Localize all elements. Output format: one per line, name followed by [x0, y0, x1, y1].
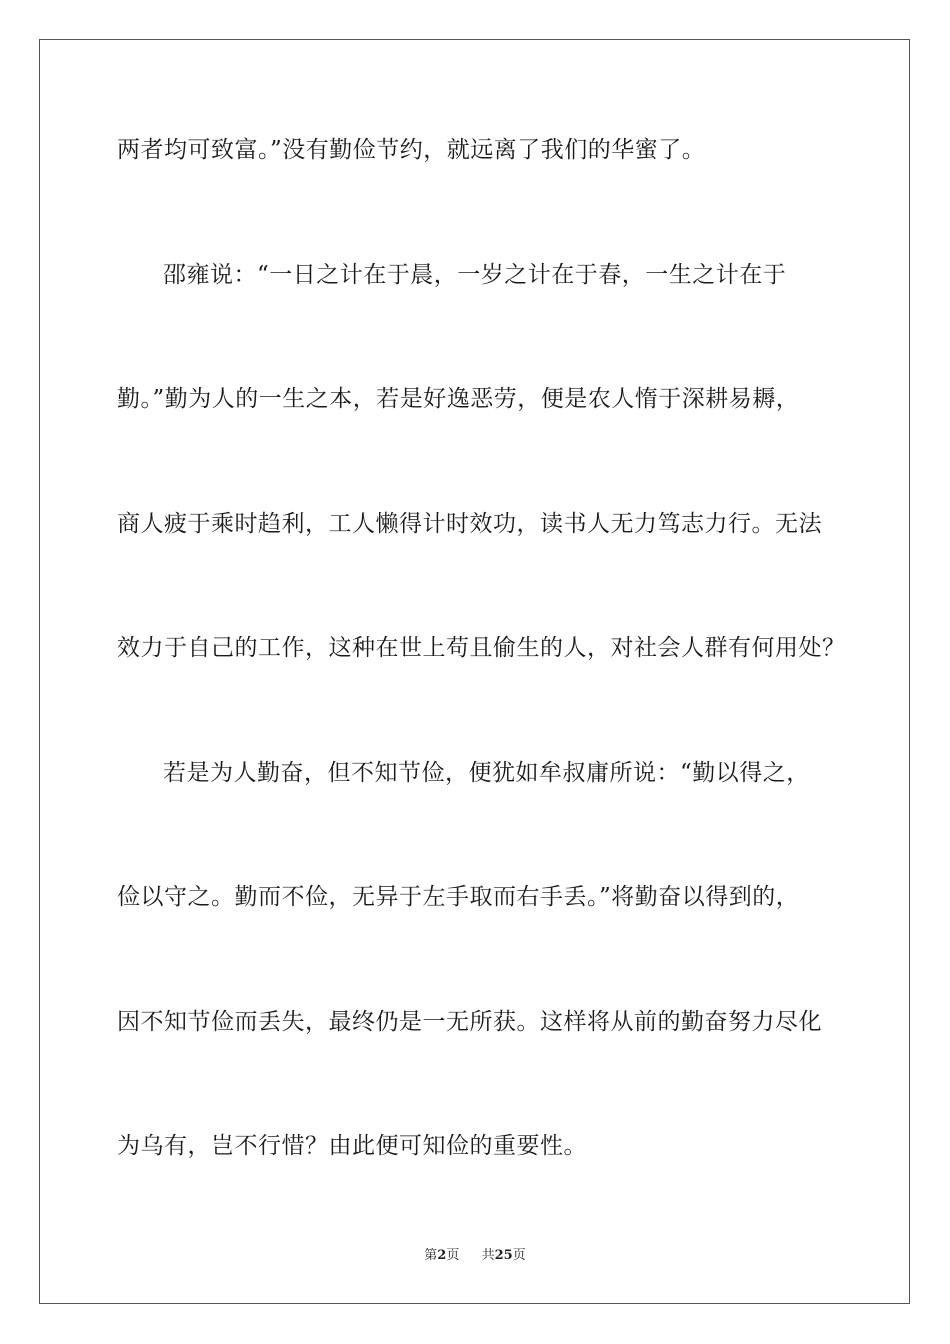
body-line-8: 因不知节俭而丢失，最终仍是一无所获。这样将从前的勤奋努力尽化: [117, 1009, 822, 1035]
body-line-9: 为乌有，岂不行惜？由此便可知俭的重要性。: [117, 1133, 587, 1159]
page-frame: [39, 39, 910, 1304]
total-suffix: 页: [512, 1248, 526, 1263]
page-suffix: 页: [446, 1248, 460, 1263]
body-line-6: 若是为人勤奋，但不知节俭，便犹如牟叔庸所说：“勤以得之，: [163, 760, 810, 786]
body-line-1: 两者均可致富。”没有勤俭节约，就远离了我们的华蜜了。: [117, 137, 706, 163]
total-pages: 25: [494, 1248, 513, 1263]
total-prefix: 共: [481, 1248, 495, 1263]
body-line-3: 勤。”勤为人的一生之本，若是好逸恶劳，便是农人惰于深耕易耨，: [117, 386, 800, 412]
body-line-2: 邵雍说：“一日之计在于晨，一岁之计在于春，一生之计在于: [163, 262, 787, 288]
page-prefix: 第: [424, 1248, 438, 1263]
page-footer: [0, 1247, 950, 1265]
page-number: 2: [437, 1248, 447, 1263]
body-line-5: 效力于自己的工作，这种在世上苟且偷生的人，对社会人群有何用处？: [117, 635, 846, 661]
body-line-7: 俭以守之。勤而不俭，无异于左手取而右手丢。”将勤奋以得到的，: [117, 884, 800, 910]
body-line-4: 商人疲于乘时趋利，工人懒得计时效功，读书人无力笃志力行。无法: [117, 511, 822, 537]
